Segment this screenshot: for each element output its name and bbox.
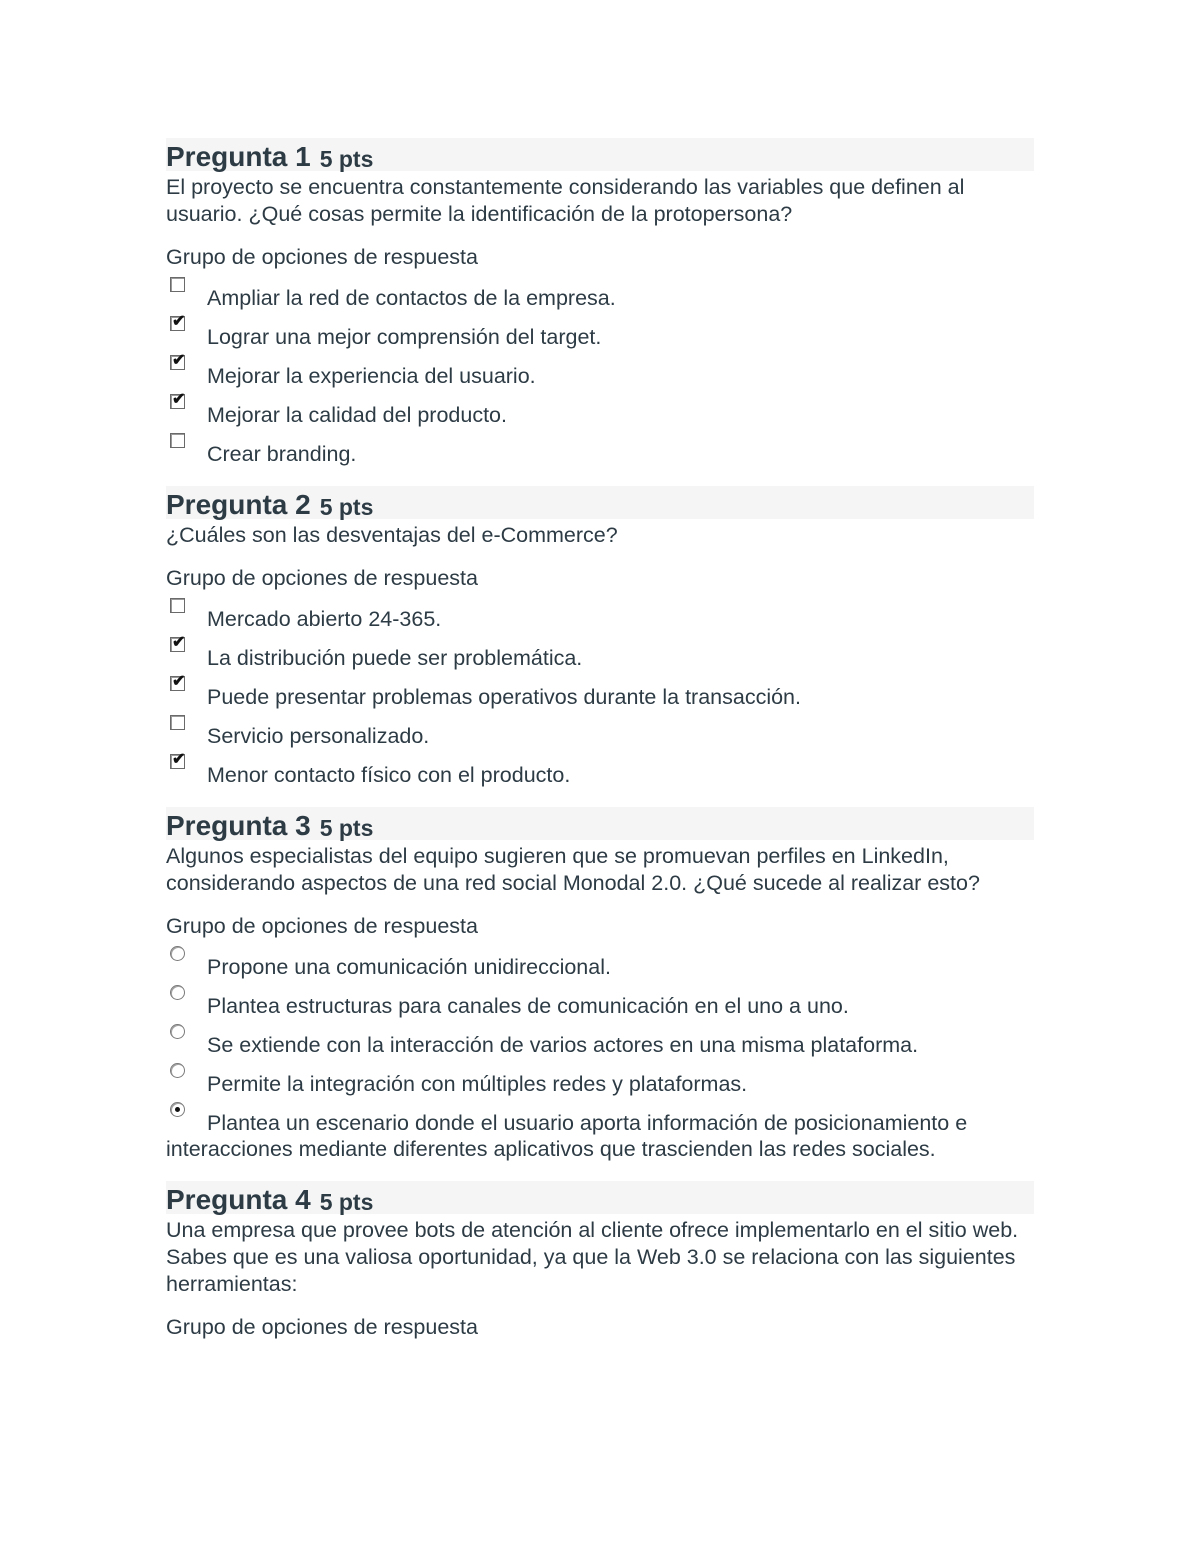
checkbox[interactable] — [170, 433, 185, 448]
checkmark-icon: ✔ — [172, 634, 186, 651]
question-title: Pregunta 2 — [166, 489, 311, 520]
answer-option — [166, 981, 1034, 1020]
question-text: El proyecto se encuentra constantemente considerando las variables que definen al usuario. ¿Qué cosas permite la identificación de la protopersona? — [166, 175, 965, 226]
checkbox-checked[interactable] — [170, 313, 186, 331]
answer-option-label: Lograr una mejor comprensión del target. — [207, 325, 602, 349]
answer-option-label: Crear branding. — [207, 442, 357, 466]
answer-option — [166, 750, 1034, 789]
checkmark-icon: ✔ — [172, 673, 186, 690]
question-title: Pregunta 1 — [166, 141, 311, 172]
checkbox-checked[interactable] — [170, 634, 186, 652]
question-header — [166, 138, 1034, 171]
question-2 — [166, 486, 1034, 789]
answer-option-label: Ampliar la red de contactos de la empresa. — [207, 286, 616, 310]
answer-option — [166, 429, 1034, 468]
checkbox[interactable] — [170, 598, 185, 613]
question-points: 5 pts — [319, 815, 374, 841]
answer-group-label: Grupo de opciones de respuesta — [166, 566, 478, 590]
checkmark-icon: ✔ — [172, 391, 186, 408]
checkbox-checked[interactable] — [170, 751, 186, 769]
radio-button[interactable] — [170, 946, 185, 961]
question-header — [166, 807, 1034, 840]
question-1 — [166, 138, 1034, 468]
answer-option — [166, 351, 1034, 390]
answer-option — [166, 594, 1034, 633]
answer-option — [166, 1059, 1034, 1098]
answer-option-label: Menor contacto físico con el producto. — [207, 763, 571, 787]
question-points: 5 pts — [319, 494, 374, 520]
answer-group-label: Grupo de opciones de respuesta — [166, 245, 478, 269]
answer-option — [166, 312, 1034, 351]
answer-option-label: Servicio personalizado. — [207, 724, 430, 748]
answer-option — [166, 390, 1034, 429]
answer-option — [166, 633, 1034, 672]
answer-option-label: La distribución puede ser problemática. — [207, 646, 583, 670]
question-points: 5 pts — [319, 1189, 374, 1215]
checkmark-icon: ✔ — [172, 751, 186, 768]
answer-option-label: Se extiende con la interacción de varios actores en una misma plataforma. — [207, 1033, 919, 1057]
radio-dot-icon — [175, 1107, 180, 1112]
answer-option-label: Mercado abierto 24-365. — [207, 607, 442, 631]
question-text: Algunos especialistas del equipo sugieren que se promuevan perfiles en LinkedIn, considerando aspectos de una red social Monodal 2.0. ¿Qué sucede al realizar esto? — [166, 844, 980, 895]
checkbox[interactable] — [170, 277, 185, 292]
answer-option-label: Plantea estructuras para canales de comunicación en el uno a uno. — [207, 994, 849, 1018]
answer-option-label: Puede presentar problemas operativos durante la transacción. — [207, 685, 801, 709]
checkbox[interactable] — [170, 715, 185, 730]
question-points: 5 pts — [319, 146, 374, 172]
checkmark-icon: ✔ — [172, 313, 186, 330]
answer-group-label: Grupo de opciones de respuesta — [166, 1315, 478, 1339]
answer-group-label: Grupo de opciones de respuesta — [166, 914, 478, 938]
question-title: Pregunta 3 — [166, 810, 311, 841]
checkbox-checked[interactable] — [170, 391, 186, 409]
question-title: Pregunta 4 — [166, 1184, 311, 1215]
answer-options — [166, 942, 1034, 1163]
answer-option — [166, 273, 1034, 312]
answer-options — [166, 594, 1034, 789]
question-header — [166, 1181, 1034, 1214]
question-header — [166, 486, 1034, 519]
answer-options — [166, 273, 1034, 468]
answer-option — [166, 1020, 1034, 1059]
answer-option-label: Mejorar la calidad del producto. — [207, 403, 507, 427]
quiz-page — [166, 138, 1034, 1359]
radio-button[interactable] — [170, 985, 185, 1000]
answer-option — [166, 1098, 1034, 1163]
question-text: Una empresa que provee bots de atención al cliente ofrece implementarlo en el sitio web. Sabes que es una valiosa oportunidad, ya que la Web 3.0 se relaciona con las siguientes herramientas: — [166, 1218, 1019, 1296]
answer-option-label: Mejorar la experiencia del usuario. — [207, 364, 536, 388]
question-4 — [166, 1181, 1034, 1341]
answer-option-label: Permite la integración con múltiples redes y plataformas. — [207, 1072, 748, 1096]
question-text: ¿Cuáles son las desventajas del e-Commerce? — [166, 523, 618, 547]
checkbox-checked[interactable] — [170, 352, 186, 370]
answer-option — [166, 711, 1034, 750]
answer-option — [166, 672, 1034, 711]
answer-option — [166, 942, 1034, 981]
checkmark-icon: ✔ — [172, 352, 186, 369]
answer-option-label: Propone una comunicación unidireccional. — [207, 955, 611, 979]
radio-button-selected[interactable] — [170, 1102, 185, 1117]
answer-option-label: Plantea un escenario donde el usuario aporta información de posicionamiento e interacciones mediante diferentes aplicativos que trascienden las redes sociales. — [166, 1111, 968, 1161]
radio-button[interactable] — [170, 1063, 185, 1078]
question-3 — [166, 807, 1034, 1163]
radio-button[interactable] — [170, 1024, 185, 1039]
checkbox-checked[interactable] — [170, 673, 186, 691]
